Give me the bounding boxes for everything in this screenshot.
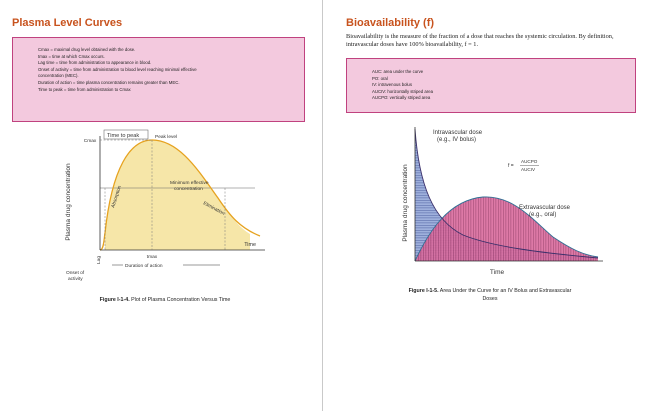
formula-denominator: AUCIV	[521, 167, 536, 172]
formula-numerator: AUCPO	[521, 159, 538, 164]
figure-y-label: Plasma drug concentration	[65, 163, 72, 241]
figure-y-label: Plasma drug concentration	[402, 164, 409, 242]
caption-label: Figure I-1-5.	[408, 288, 439, 294]
po-label-line2: (e.g., oral)	[529, 212, 557, 218]
definition-line: concentration (MEC).	[38, 73, 79, 79]
definition-line: AUCIV: horizontally striped area	[372, 88, 433, 94]
caption-text-line2: Doses	[482, 296, 498, 302]
definition-line: Lag time = time from administration to appearance in blood.	[38, 60, 152, 66]
lag-label: Lag	[97, 255, 102, 264]
formula-f: f =	[508, 163, 514, 169]
onset-label: Onset of	[66, 271, 85, 276]
peak-level-label: Peak level	[155, 135, 178, 140]
left-page-title: Plasma Level Curves	[12, 17, 123, 29]
figure-x-label: Time	[489, 269, 505, 276]
left-figure-caption	[30, 296, 300, 304]
time-to-peak-label: Time to peak	[107, 132, 140, 139]
definition-line: Cmax = maximal drug level obtained with the dose.	[38, 47, 136, 52]
figure-x-label: Time	[244, 242, 256, 248]
auc-figure	[393, 125, 623, 285]
cmax-label: Cmax	[83, 139, 97, 144]
auc-definitions-box	[346, 58, 636, 113]
caption-label: Figure I-1-4.	[99, 297, 130, 303]
bioavailability-intro: Bioavailability is the measure of the fraction of a dose that reaches the systemic circulation. By definition, intravascular doses have 100% bioavailability, f = 1.	[346, 33, 614, 48]
mec-label: Minimum effective	[170, 181, 209, 186]
definition-line: PO: oral	[372, 75, 388, 81]
duration-label: Duration of action	[125, 264, 163, 269]
iv-label-line2: (e.g., IV bolus)	[437, 137, 477, 143]
onset-label-line2: activity	[68, 277, 83, 282]
plasma-level-figure	[60, 128, 280, 288]
definition-line: Onset of activity = time from administration to blood level reaching minimal effective	[38, 66, 197, 72]
definition-line: AUC: area under the curve	[372, 69, 424, 74]
definitions-box	[12, 37, 305, 122]
absorption-label: Absorption	[111, 185, 123, 209]
elimination-label: Elimination	[202, 201, 226, 217]
definition-line: Time to peak = time from administration to Cmax	[38, 86, 131, 92]
tmax-label: tmax	[146, 255, 158, 260]
po-label: Extravascular dose	[519, 205, 571, 211]
caption-text: Plot of Plasma Concentration Versus Time	[129, 297, 231, 303]
definition-line: Duration of action = time plasma concentration remains greater than MEC.	[38, 79, 180, 85]
mec-label-line2: concentration	[174, 187, 203, 192]
iv-label: Intravascular dose	[433, 130, 483, 136]
right-figure-caption	[345, 287, 635, 303]
definition-line: IV: intravenous bolus	[372, 82, 412, 88]
definition-line: AUCPO: vertically striped area	[372, 95, 431, 101]
caption-text: Area Under the Curve for an IV Bolus and Extravascular	[438, 288, 572, 294]
right-page-title: Bioavailability (f)	[346, 17, 435, 29]
po-area	[415, 197, 598, 261]
definition-line: tmax = time at which Cmax occurs.	[38, 53, 105, 59]
